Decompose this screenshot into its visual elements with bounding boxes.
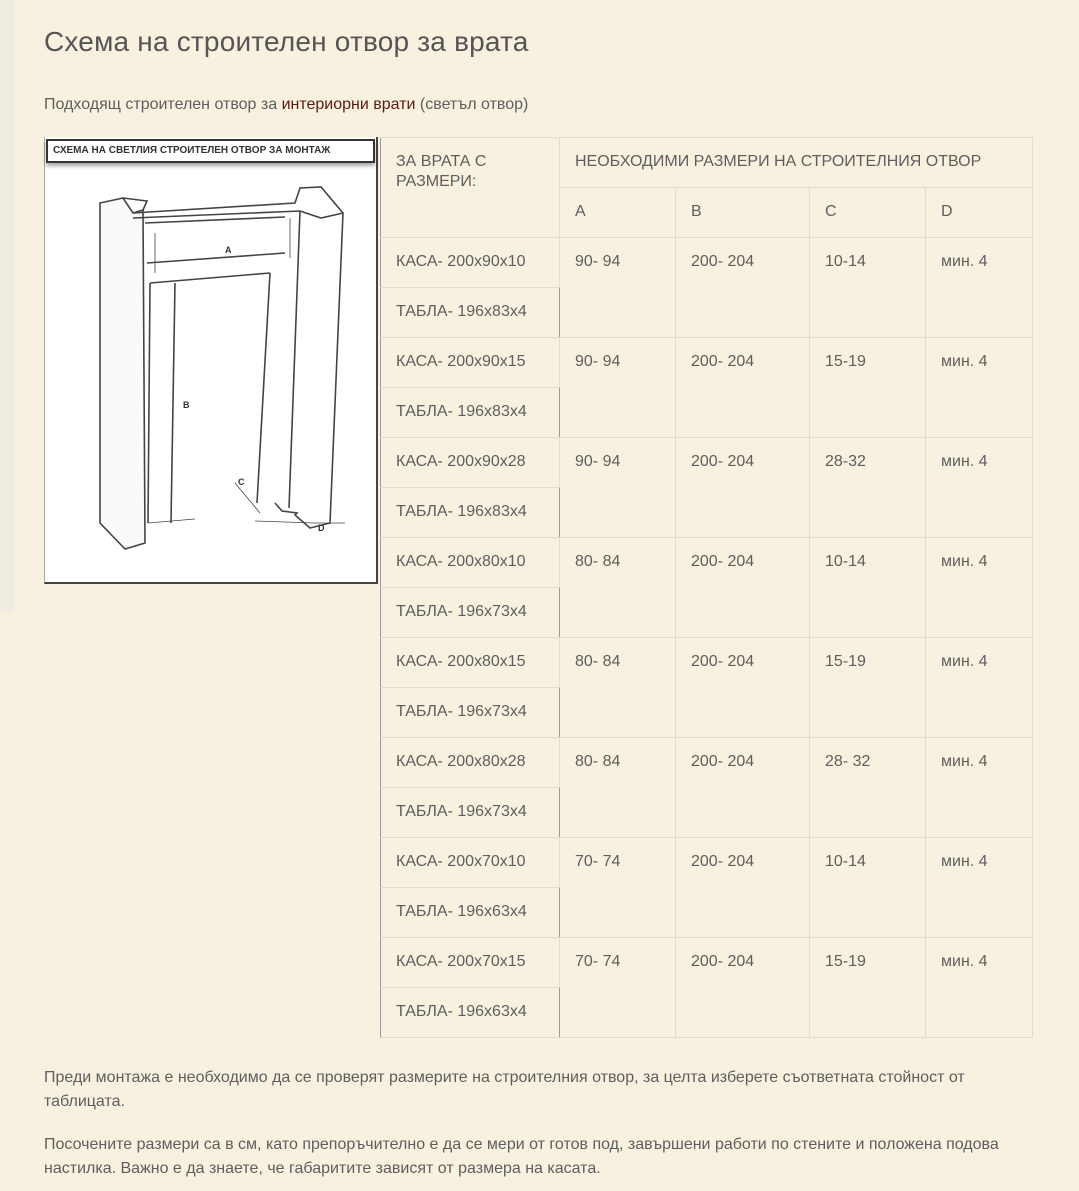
label-b: B xyxy=(183,400,190,410)
header-col-d: D xyxy=(926,188,1033,238)
table-row xyxy=(381,938,1033,988)
value-b: 200- 204 xyxy=(676,638,810,738)
value-d: мин. 4 xyxy=(926,638,1033,738)
diagram-caption: СХЕМА НА СВЕТЛИЯ СТРОИТЕЛЕН ОТВОР ЗА МОНТАЖ xyxy=(46,139,375,163)
table-header-row xyxy=(381,138,1033,188)
tabla-size: ТАБЛА- 196x73x4 xyxy=(381,688,560,738)
page-title: Схема на строителен отвор за врата xyxy=(44,26,529,57)
value-c: 10-14 xyxy=(810,838,926,938)
value-a: 90- 94 xyxy=(560,238,676,338)
value-d: мин. 4 xyxy=(926,238,1033,338)
value-c: 15-19 xyxy=(810,938,926,1038)
door-frame-drawing xyxy=(45,163,375,581)
kasa-size: КАСА- 200x70x10 xyxy=(381,838,560,888)
table-row xyxy=(381,238,1033,288)
table-row xyxy=(381,738,1033,788)
value-b: 200- 204 xyxy=(676,538,810,638)
tabla-size: ТАБЛА- 196x83x4 xyxy=(381,388,560,438)
table-row xyxy=(381,838,1033,888)
kasa-size: КАСА- 200x80x15 xyxy=(381,638,560,688)
value-d: мин. 4 xyxy=(926,538,1033,638)
intro-before: Подходящ строителен отвор за xyxy=(44,96,282,113)
header-col-a: A xyxy=(560,188,676,238)
intro-text xyxy=(44,96,528,114)
kasa-size: КАСА- 200x80x10 xyxy=(381,538,560,588)
kasa-size: КАСА- 200x70x15 xyxy=(381,938,560,988)
value-b: 200- 204 xyxy=(676,938,810,1038)
table-row xyxy=(381,638,1033,688)
intro-after: (светъл отвор) xyxy=(415,96,529,113)
tabla-size: ТАБЛА- 196x63x4 xyxy=(381,988,560,1038)
table-row xyxy=(381,538,1033,588)
value-a: 70- 74 xyxy=(560,938,676,1038)
tabla-size: ТАБЛА- 196x73x4 xyxy=(381,588,560,638)
value-b: 200- 204 xyxy=(676,238,810,338)
value-d: мин. 4 xyxy=(926,838,1033,938)
value-d: мин. 4 xyxy=(926,738,1033,838)
tabla-size: ТАБЛА- 196x83x4 xyxy=(381,288,560,338)
header-col-c: C xyxy=(810,188,926,238)
note-check-dimensions: Преди монтажа е необходимо да се проверят размерите на строителния отвор, за целта изберете съответната стойност от таблицата. xyxy=(44,1069,965,1110)
note-measurement-units: Посочените размери са в см, като препоръчително е да се мери от готов под, завършени работи по стените и положена подова настилка. Важно е да знаете, че габаритите зависят от размера на касата. xyxy=(44,1136,999,1177)
tabla-size: ТАБЛА- 196x83x4 xyxy=(381,488,560,538)
table-row xyxy=(381,438,1033,488)
value-c: 10-14 xyxy=(810,538,926,638)
left-sidebar-edge xyxy=(0,0,14,612)
value-c: 15-19 xyxy=(810,338,926,438)
value-a: 90- 94 xyxy=(560,338,676,438)
kasa-size: КАСА- 200x90x15 xyxy=(381,338,560,388)
header-door-size: ЗА ВРАТА С РАЗМЕРИ: xyxy=(381,138,560,238)
value-c: 28-32 xyxy=(810,438,926,538)
value-d: мин. 4 xyxy=(926,438,1033,538)
value-d: мин. 4 xyxy=(926,338,1033,438)
kasa-size: КАСА- 200x80x28 xyxy=(381,738,560,788)
label-d: D xyxy=(318,523,325,533)
value-a: 90- 94 xyxy=(560,438,676,538)
tabla-size: ТАБЛА- 196x63x4 xyxy=(381,888,560,938)
value-b: 200- 204 xyxy=(676,838,810,938)
value-d: мин. 4 xyxy=(926,938,1033,1038)
kasa-size: КАСА- 200x90x28 xyxy=(381,438,560,488)
value-c: 10-14 xyxy=(810,238,926,338)
value-c: 28- 32 xyxy=(810,738,926,838)
tabla-size: ТАБЛА- 196x73x4 xyxy=(381,788,560,838)
interior-doors-link[interactable]: интериорни врати xyxy=(281,96,416,113)
value-a: 80- 84 xyxy=(560,738,676,838)
value-a: 70- 74 xyxy=(560,838,676,938)
table-row xyxy=(381,338,1033,388)
header-required-dimensions: НЕОБХОДИМИ РАЗМЕРИ НА СТРОИТЕЛНИЯ ОТВОР xyxy=(560,138,1033,188)
value-b: 200- 204 xyxy=(676,338,810,438)
value-a: 80- 84 xyxy=(560,638,676,738)
header-col-b: B xyxy=(676,188,810,238)
value-a: 80- 84 xyxy=(560,538,676,638)
opening-dimensions-table xyxy=(380,137,1033,1038)
value-c: 15-19 xyxy=(810,638,926,738)
value-b: 200- 204 xyxy=(676,738,810,838)
label-a: A xyxy=(225,245,232,255)
value-b: 200- 204 xyxy=(676,438,810,538)
label-c: C xyxy=(238,477,245,487)
kasa-size: КАСА- 200x90x10 xyxy=(381,238,560,288)
door-opening-diagram xyxy=(44,137,378,584)
